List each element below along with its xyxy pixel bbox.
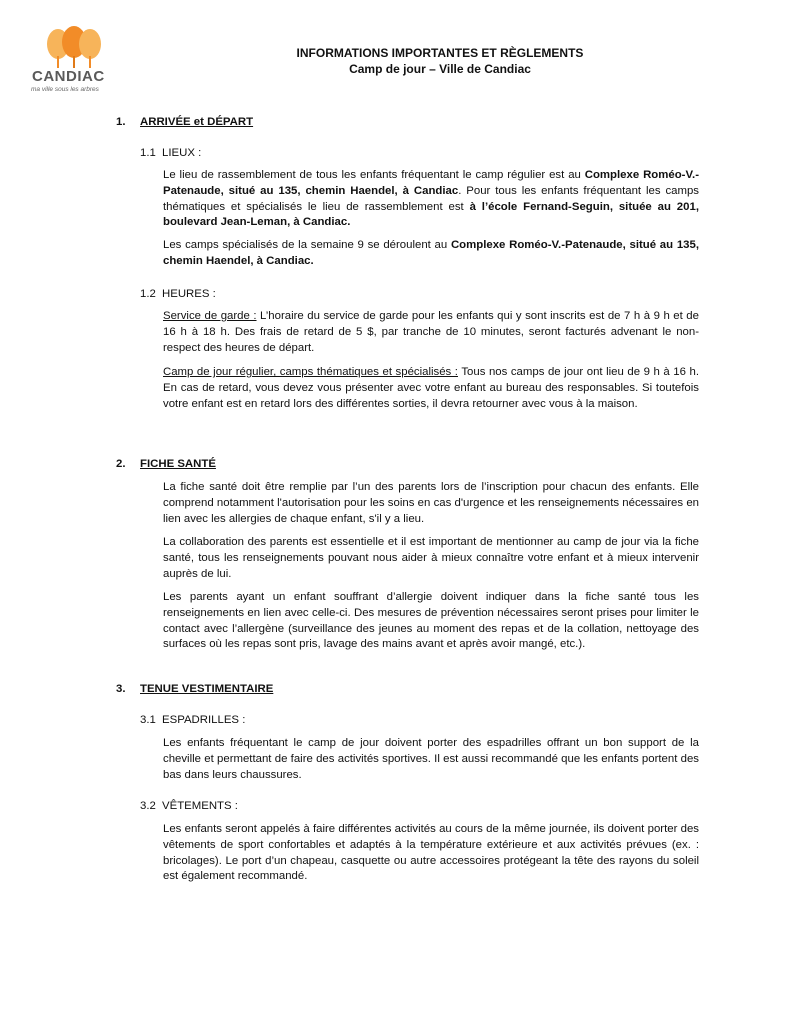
trees-icon <box>28 26 120 72</box>
text-run: Les camps spécialisés de la semaine 9 se déroulent au <box>163 239 451 251</box>
text-run-bold: à l’école Fernand-Seguin, située au 201, boulevard Jean-Leman, à Candiac. <box>163 200 699 229</box>
document-subtitle: Camp de jour – Ville de Candiac <box>349 62 531 76</box>
subsection-title: VÊTEMENTS : <box>162 800 238 812</box>
section-title: ARRIVÉE et DÉPART <box>140 116 254 128</box>
text-run: Le lieu de rassemblement de tous les enfants fréquentant le camp régulier est au <box>163 169 585 181</box>
subsection-title: ESPADRILLES : <box>162 714 246 726</box>
paragraph-vetements: Les enfants seront appelés à faire différentes activités au cours de la même journée, ils doivent porter des vêtements de sport confortables et adaptés à la température extérieure et aux activités prévues (ex. : bricolages). Le port d’un chapeau, casquette ou autre accessoires protégeant la tête des rayons du soleil est également recommandé. <box>163 823 699 883</box>
paragraph-sante-3: Les parents ayant un enfant souffrant d’allergie doivent indiquer dans la fiche santé tous les renseignements en lien avec celle-ci. Des mesures de prévention nécessaires seront prises pour limiter le contact avec l’allergène (surveillance des jeunes au moment des repas et de la collation, nettoyage des surfaces où les repas sont pris, lavage des mains avant et après avoir mangé, etc.). <box>163 591 699 651</box>
paragraph-sante-1: La fiche santé doit être remplie par l’un des parents lors de l’inscription pour chacun des enfants. Elle comprend notamment l'autorisation pour les soins en cas d'urgence et les renseignements nécessaires en lien avec les allergies de chaque enfant, s'il y a lieu. <box>163 481 699 525</box>
subsection-heures <box>140 287 216 303</box>
paragraph-camp-de-jour-heures <box>163 365 699 412</box>
logo-tagline: ma ville sous les arbres <box>31 86 99 93</box>
document-title: INFORMATIONS IMPORTANTES ET RÈGLEMENTS <box>296 46 584 60</box>
subsection-number: 1.2 <box>140 288 156 300</box>
paragraph-lieux-1 <box>163 168 699 231</box>
section-arrivee-depart <box>116 115 253 131</box>
paragraph-lieux-2 <box>163 238 699 270</box>
text-run-underlined: Camp de jour régulier, camps thématiques et spécialisés : <box>163 366 458 378</box>
section-title: FICHE SANTÉ <box>140 458 216 470</box>
text-run: Tous nos camps de jour ont lieu de 9 h à 16 h. En cas de retard, vous devez vous présenter avec votre enfant au bureau des responsables. Si toutefois votre enfant est en retard lors des différentes sorties, il devra retourner avec vous à la maison. <box>163 366 700 410</box>
text-run: . Pour tous les enfants fréquentant les camps thématiques et spécialisés le lieu de rassemblement est <box>163 184 699 213</box>
text-run-bold: Complexe Roméo-V.-Patenaude, situé au 135, chemin Haendel, à Candiac <box>163 169 699 197</box>
paragraph-sante-2: La collaboration des parents est essentielle et il est important de mentionner au camp de jour via la fiche santé, tous les renseignements pouvant nous aider à mieux connaître votre enfant et à mieux intervenir auprès de lui. <box>163 536 699 580</box>
subsection-title: LIEUX : <box>162 147 202 159</box>
document-header <box>160 45 720 77</box>
subsection-number: 3.1 <box>140 714 156 726</box>
text-run: L’horaire du service de garde pour les enfants qui y sont inscrits est de 7 h à 9 h et de 16 h à 18 h. Des frais de retard de 5 $, par tranche de 10 minutes, seront facturés advenant le non-respect des heures de départ. <box>163 310 699 354</box>
text-run-bold: Complexe Roméo-V.-Patenaude, situé au 135, chemin Haendel, à Candiac. <box>163 239 699 267</box>
logo-brand: CANDIAC <box>32 68 105 85</box>
section-number: 2. <box>116 458 126 470</box>
subsection-espadrilles <box>140 713 245 729</box>
section-fiche-sante <box>116 457 216 473</box>
subsection-title: HEURES : <box>162 288 216 300</box>
paragraph-espadrilles: Les enfants fréquentant le camp de jour doivent porter des espadrilles offrant un bon support de la cheville et permettant de faire des activités sportives. Il est aussi recommandé que les enfants portent des bas dans leurs chaussures. <box>163 737 699 781</box>
paragraph-service-de-garde <box>163 309 699 356</box>
subsection-number: 1.1 <box>140 147 156 159</box>
subsection-vetements <box>140 799 238 815</box>
text-run-underlined: Service de garde : <box>163 310 257 322</box>
section-title: TENUE VESTIMENTAIRE <box>140 683 274 695</box>
subsection-number: 3.2 <box>140 800 156 812</box>
section-number: 1. <box>116 116 126 128</box>
section-number: 3. <box>116 683 126 695</box>
section-tenue-vestimentaire <box>116 682 273 698</box>
subsection-lieux <box>140 146 201 162</box>
